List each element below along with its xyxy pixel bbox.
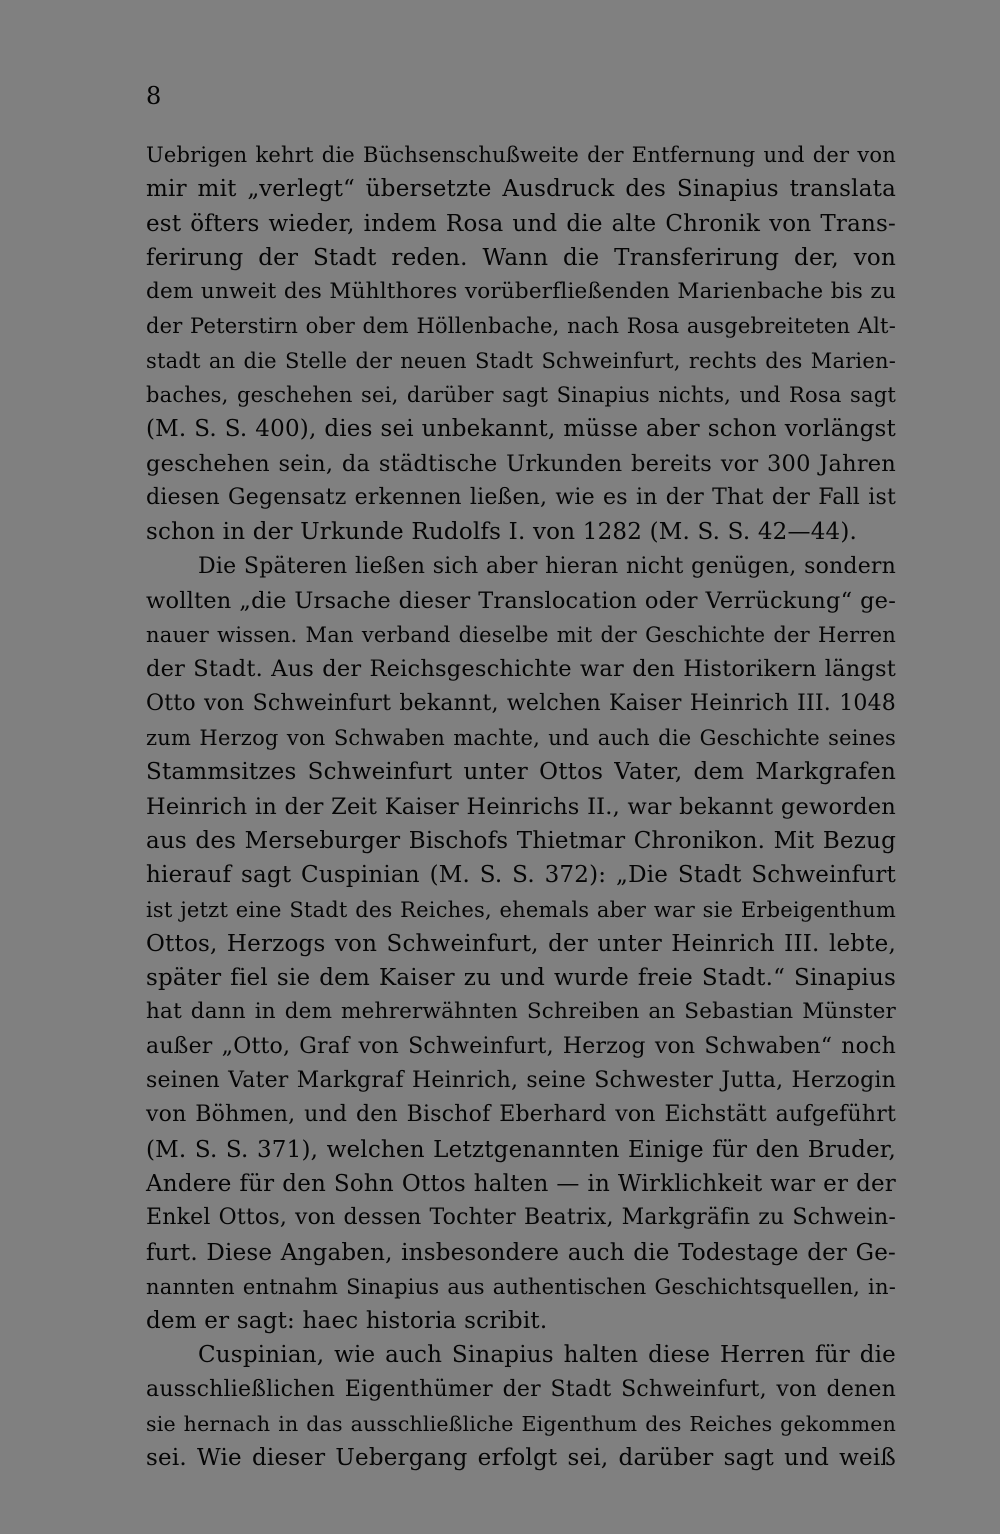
text-line: hat dann in dem mehrerwähnten Schreiben an Sebastian Münster — [146, 999, 896, 1025]
text-line: Stammsitzes Schweinfurt unter Ottos Vater, dem Markgrafen — [146, 759, 896, 786]
text-line: furt. Diese Angaben, insbesondere auch die Todestage der Ge- — [146, 1239, 896, 1266]
text-line: Otto von Schweinfurt bekannt, welchen Kaiser Heinrich III. 1048 — [146, 690, 896, 716]
text-line: (M. S. S. 371), welchen Letztgenannten Einige für den Bruder, — [146, 1136, 896, 1163]
text-line: seinen Vater Markgraf Heinrich, seine Schwester Jutta, Herzogin — [146, 1068, 896, 1094]
text-line: sie hernach in das ausschließliche Eigenthum des Reiches gekommen — [146, 1411, 896, 1436]
text-line: Die Späteren ließen sich aber hieran nicht genügen, sondern — [198, 553, 896, 579]
text-line: Enkel Ottos, von dessen Tochter Beatrix, Markgräfin zu Schwein- — [146, 1205, 896, 1231]
text-line: sei. Wie dieser Uebergang erfolgt sei, darüber sagt und weiß — [146, 1445, 896, 1472]
text-line: aus des Merseburger Bischofs Thietmar Chronikon. Mit Bezug — [146, 827, 896, 854]
text-line: hierauf sagt Cuspinian (M. S. S. 372): „Die Stadt Schweinfurt — [146, 862, 896, 889]
text-line: Andere für den Sohn Ottos halten — in Wirklichkeit war er der — [146, 1170, 896, 1197]
text-line: der Peterstirn ober dem Höllenbache, nach Rosa ausgebreiteten Alt- — [146, 314, 896, 339]
text-line: außer „Otto, Graf von Schweinfurt, Herzog von Schwaben“ noch — [146, 1033, 896, 1059]
text-line: Uebrigen kehrt die Büchsenschußweite der Entfernung und der von — [146, 143, 896, 167]
text-line: nannten entnahm Sinapius aus authentischen Geschichtsquellen, in- — [146, 1274, 896, 1299]
text-line: (M. S. S. 400), dies sei unbekannt, müsse aber schon vorlängst — [146, 416, 896, 443]
text-line: baches, geschehen sei, darüber sagt Sinapius nichts, und Rosa sagt — [146, 383, 896, 408]
text-line: später fiel sie dem Kaiser zu und wurde freie Stadt.“ Sinapius — [146, 965, 896, 992]
text-line: von Böhmen, und den Bischof Eberhard von Eichstätt aufgeführt — [146, 1102, 896, 1128]
text-line: ausschließlichen Eigenthümer der Stadt Schweinfurt, von denen — [146, 1376, 896, 1402]
text-line: schon in der Urkunde Rudolfs I. von 1282 (M. S. S. 42—44). — [146, 519, 858, 546]
text-line: Heinrich in der Zeit Kaiser Heinrichs II., war bekannt geworden — [146, 793, 896, 820]
text-line: dem er sagt: haec historia scribit. — [146, 1308, 548, 1335]
text-line: diesen Gegensatz erkennen ließen, wie es in der That der Fall ist — [146, 484, 896, 510]
text-line: Ottos, Herzogs von Schweinfurt, der unter Heinrich III. lebte, — [146, 930, 896, 957]
text-line: wollten „die Ursache dieser Translocation oder Verrückung“ ge- — [146, 587, 896, 614]
text-line: est öfters wieder, indem Rosa und die alte Chronik von Trans- — [146, 210, 896, 237]
text-line: stadt an die Stelle der neuen Stadt Schweinfurt, rechts des Marien- — [146, 348, 896, 373]
text-line: zum Herzog von Schwaben machte, und auch die Geschichte seines — [146, 726, 896, 751]
text-line: geschehen sein, da städtische Urkunden bereits vor 300 Jahren — [146, 450, 896, 477]
page-number: 8 — [146, 82, 162, 110]
body-text — [146, 138, 896, 1476]
text-line: Cuspinian, wie auch Sinapius halten diese Herren für die — [198, 1342, 896, 1369]
text-line: dem unweit des Mühlthores vorüberfließenden Marienbache bis zu — [146, 279, 896, 305]
text-line: ferirung der Stadt reden. Wann die Transferirung der, von — [146, 244, 896, 271]
text-line: ist jetzt eine Stadt des Reiches, ehemals aber war sie Erbeigenthum — [146, 897, 896, 922]
text-line: der Stadt. Aus der Reichsgeschichte war den Historikern längst — [146, 656, 896, 683]
text-line: nauer wissen. Man verband dieselbe mit der Geschichte der Herren — [146, 623, 896, 648]
text-line: mir mit „verlegt“ übersetzte Ausdruck des Sinapius translata — [146, 176, 896, 203]
